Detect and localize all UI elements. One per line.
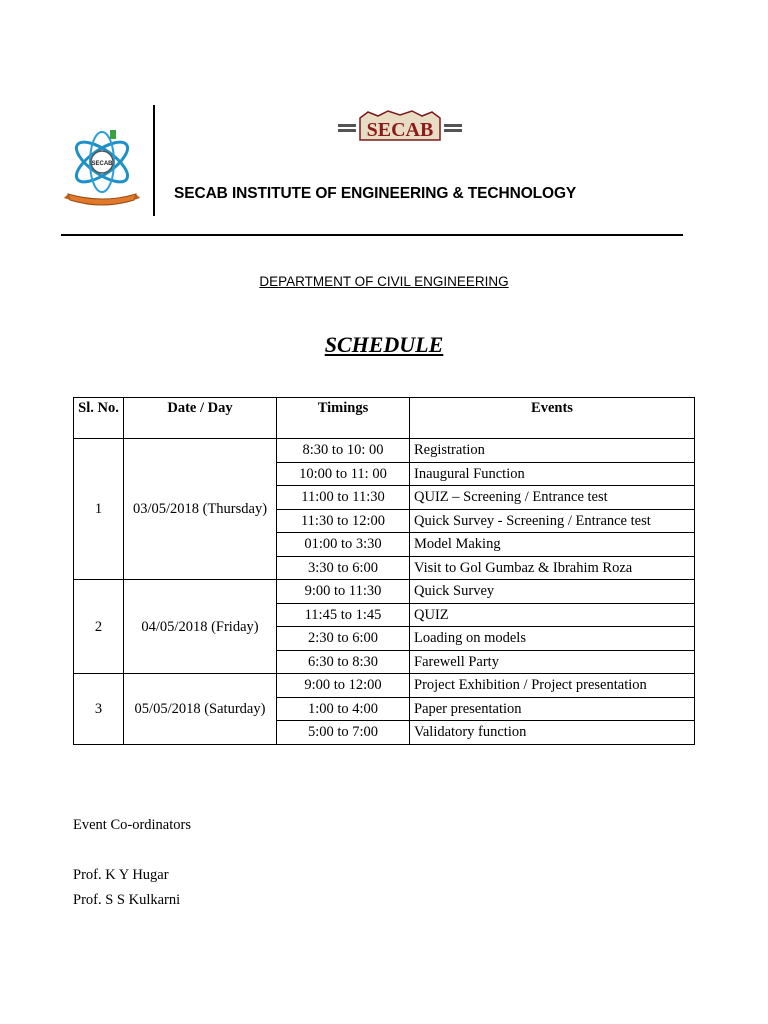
timing-cell: 5:00 to 7:00 [277, 721, 410, 745]
emblem-text: SECAB [91, 161, 113, 167]
table-header-row [74, 398, 695, 439]
event-cell: Inaugural Function [410, 462, 695, 486]
timing-cell: 11:30 to 12:00 [277, 509, 410, 533]
event-cell: Visit to Gol Gumbaz & Ibrahim Roza [410, 556, 695, 580]
timing-cell: 11:00 to 11:30 [277, 486, 410, 510]
timing-cell: 10:00 to 11: 00 [277, 462, 410, 486]
event-cell: QUIZ – Screening / Entrance test [410, 486, 695, 510]
wordmark-text: SECAB [366, 119, 434, 141]
table-row [74, 674, 695, 698]
timing-cell: 3:30 to 6:00 [277, 556, 410, 580]
header-divider-vertical [153, 105, 155, 216]
timing-cell: 9:00 to 11:30 [277, 580, 410, 604]
table-row [74, 580, 695, 604]
timing-cell: 9:00 to 12:00 [277, 674, 410, 698]
event-cell: Loading on models [410, 627, 695, 651]
timing-cell: 01:00 to 3:30 [277, 533, 410, 557]
institute-name: SECAB INSTITUTE OF ENGINEERING & TECHNOLOGY [174, 185, 577, 202]
timing-cell: 8:30 to 10: 00 [277, 439, 410, 463]
event-cell: Quick Survey [410, 580, 695, 604]
timing-cell: 6:30 to 8:30 [277, 650, 410, 674]
event-cell: QUIZ [410, 603, 695, 627]
event-cell: Quick Survey - Screening / Entrance test [410, 509, 695, 533]
timing-cell: 2:30 to 6:00 [277, 627, 410, 651]
col-header-sl-no: Sl. No. [74, 398, 124, 439]
table-row [74, 439, 695, 463]
col-header-date-day: Date / Day [124, 398, 277, 439]
schedule-table [73, 397, 695, 745]
date-day-cell: 03/05/2018 (Thursday) [124, 439, 277, 580]
col-header-events: Events [410, 398, 695, 439]
col-header-timings: Timings [277, 398, 410, 439]
date-day-cell: 05/05/2018 (Saturday) [124, 674, 277, 745]
sl-no-cell: 3 [74, 674, 124, 745]
event-cell: Model Making [410, 533, 695, 557]
event-cell: Paper presentation [410, 697, 695, 721]
timing-cell: 1:00 to 4:00 [277, 697, 410, 721]
timing-cell: 11:45 to 1:45 [277, 603, 410, 627]
event-cell: Project Exhibition / Project presentation [410, 674, 695, 698]
schedule-title: SCHEDULE [324, 332, 444, 357]
date-day-cell: 04/05/2018 (Friday) [124, 580, 277, 674]
secab-wordmark-logo [338, 110, 462, 146]
event-cell: Farewell Party [410, 650, 695, 674]
coordinator-name: Prof. K Y Hugar [73, 867, 169, 883]
header-rule [61, 234, 683, 236]
coordinator-name: Prof. S S Kulkarni [73, 892, 181, 908]
institute-emblem-logo [64, 124, 140, 208]
event-cell: Validatory function [410, 721, 695, 745]
coordinators-label: Event Co-ordinators [73, 817, 191, 833]
sl-no-cell: 2 [74, 580, 124, 674]
department-name: DEPARTMENT OF CIVIL ENGINEERING [259, 274, 509, 289]
sl-no-cell: 1 [74, 439, 124, 580]
event-cell: Registration [410, 439, 695, 463]
